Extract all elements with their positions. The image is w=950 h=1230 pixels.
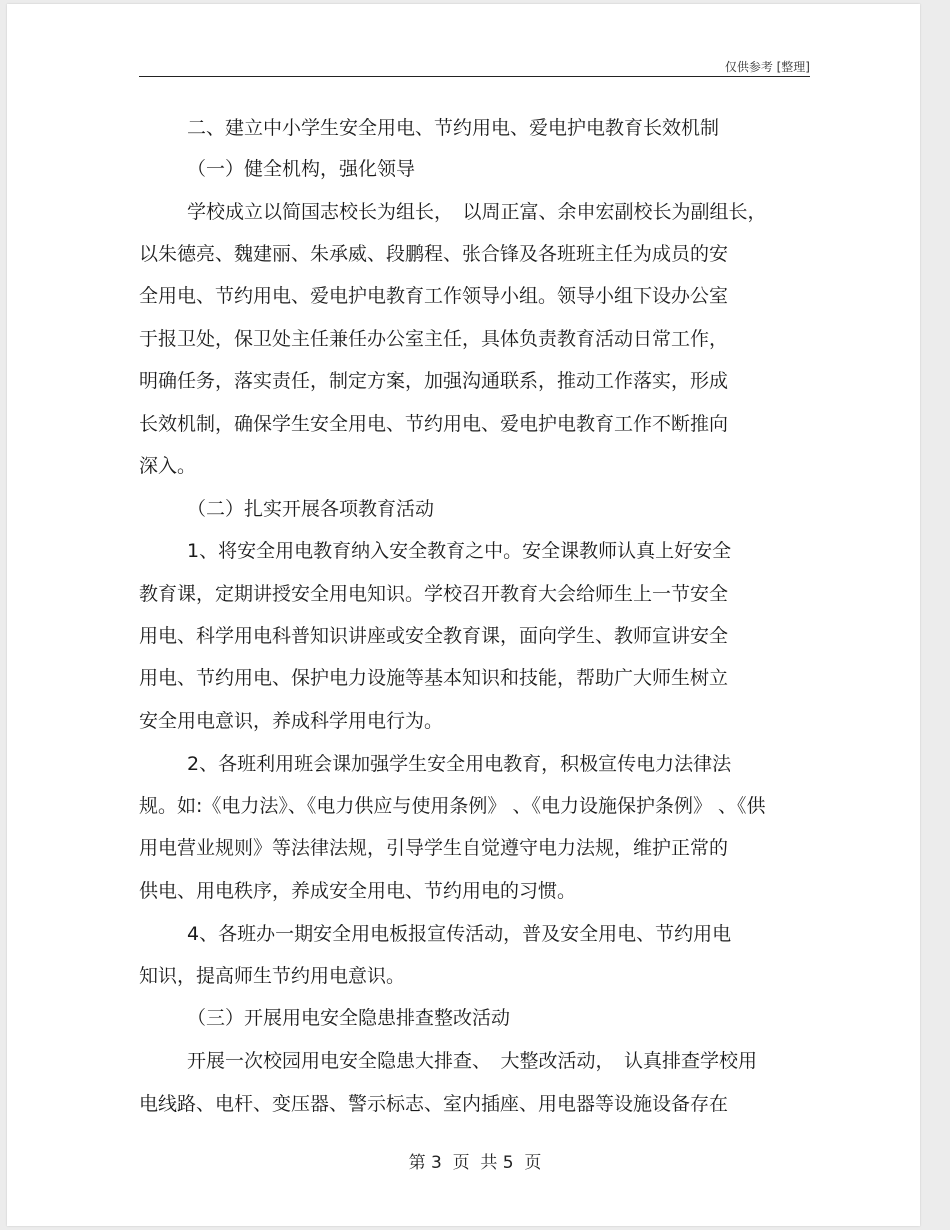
page-footer: 第 3 页 共 5 页 — [408, 1153, 542, 1173]
paragraph-line: 安全用电意识，养成科学用电行为。 — [139, 710, 444, 732]
subsection-heading: （二）扎实开展各项教育活动 — [187, 498, 435, 520]
paragraph-line: 长效机制，确保学生安全用电、节约用电、爱电护电教育工作不断推向 — [139, 413, 729, 435]
paragraph-line: 教育课，定期讲授安全用电知识。学校召开教育大会给师生上一节安全 — [139, 583, 729, 605]
paragraph-line: 4、各班办一期安全用电板报宣传活动，普及安全用电、节约用电 — [187, 923, 732, 945]
paragraph-line: 规。如:《电力法》、《电力供应与使用条例》 、《电力设施保护条例》 、《供 — [139, 795, 766, 817]
paragraph-line: 学校成立以简国志校长为组长， 以周正富、余申宏副校长为副组长， — [187, 201, 767, 223]
header-divider — [139, 76, 810, 77]
paragraph-line: 于报卫处，保卫处主任兼任办公室主任，具体负责教育活动日常工作， — [139, 328, 729, 350]
paragraph-line: 明确任务，落实责任，制定方案，加强沟通联系，推动工作落实，形成 — [139, 370, 729, 392]
paragraph-line: 用电、科学用电科普知识讲座或安全教育课，面向学生、教师宣讲安全 — [139, 625, 729, 647]
paragraph-line: 2、各班利用班会课加强学生安全用电教育，积极宣传电力法律法 — [187, 753, 732, 775]
paragraph-line: 电线路、电杆、变压器、警示标志、室内插座、用电器等设施设备存在 — [139, 1093, 729, 1115]
paragraph-line: 深入。 — [139, 455, 197, 477]
paragraph-line: 1、将安全用电教育纳入安全教育之中。安全课教师认真上好安全 — [187, 540, 732, 562]
paragraph-line: 全用电、节约用电、爱电护电教育工作领导小组。领导小组下设办公室 — [139, 285, 729, 307]
paragraph-line: 以朱德亮、魏建丽、朱承威、段鹏程、张合锋及各班班主任为成员的安 — [139, 243, 729, 265]
subsection-heading: （三）开展用电安全隐患排查整改活动 — [187, 1007, 511, 1029]
subsection-heading: （一）健全机构，强化领导 — [187, 158, 416, 180]
paragraph-line: 知识，提高师生节约用电意识。 — [139, 965, 406, 987]
paragraph-line: 供电、用电秩序，养成安全用电、节约用电的习惯。 — [139, 880, 577, 902]
paragraph-line: 用电营业规则》等法律法规，引导学生自觉遵守电力法规，维护正常的 — [139, 837, 729, 859]
page-header: 仅供参考 [整理] — [724, 60, 810, 74]
paragraph-line: 用电、节约用电、保护电力设施等基本知识和技能，帮助广大师生树立 — [139, 667, 729, 689]
paragraph-line: 开展一次校园用电安全隐患大排查、 大整改活动， 认真排查学校用 — [187, 1050, 758, 1072]
section-heading: 二、建立中小学生安全用电、节约用电、爱电护电教育长效机制 — [187, 117, 720, 139]
